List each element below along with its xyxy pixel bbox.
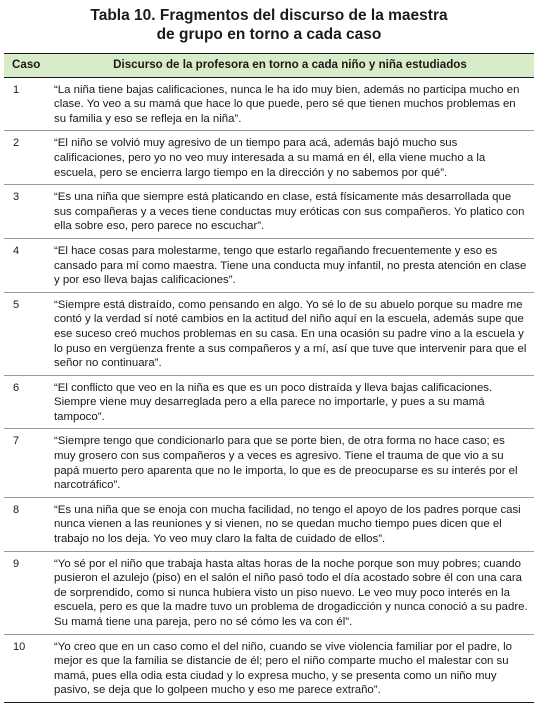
table-header <box>4 54 534 78</box>
table-row <box>4 429 534 497</box>
case-number: 2 <box>4 131 46 185</box>
discourse-text: “Siempre tengo que condicionarlo para que se porte bien, de otra forma no hace caso; es muy grosero con sus compañeros y a veces es agresivo. Tiene el trauma de que vio a su papá muerto pero aparenta que no le importa, lo que es de preocuparse es su interés por el narcotráfico”. <box>46 429 534 497</box>
discourse-text: “Yo sé por el niño que trabaja hasta altas horas de la noche porque son muy pobres; cuando pusieron el azulejo (piso) en el salón el niño pasó todo el día acostado sobre él con una cara de sorprendido, como si nunca hubiera visto un piso nuevo. Le veo muy poco interés en la escuela, pero es que la madre tuvo un problema de drogadicción y nunca conoció a su padre. Su mamá tiene una pareja, pero no sé cómo les va con él”. <box>46 551 534 634</box>
case-number: 9 <box>4 551 46 634</box>
table-row <box>4 551 534 634</box>
table-row <box>4 238 534 292</box>
header-discourse: Discurso de la profesora en torno a cada niño y niña estudiados <box>46 54 534 78</box>
discourse-text: “Es una niña que siempre está platicando en clase, está físicamente más desarrollada que sus compañeras y a veces tiene conductas muy eróticas con sus compañeros. Yo platico con ella sobre eso, pero parece no escuchar”. <box>46 185 534 239</box>
table-row <box>4 131 534 185</box>
discourse-text: “La niña tiene bajas calificaciones, nunca le ha ido muy bien, además no participa mucho en clase. Yo veo a su mamá que hace lo que puede, pero sé que tienen muchos problemas en su familia y eso se refleja en la niña”. <box>46 77 534 131</box>
table-row <box>4 634 534 702</box>
case-number: 3 <box>4 185 46 239</box>
table-row <box>4 292 534 375</box>
discourse-text: “El conflicto que veo en la niña es que es un poco distraída y lleva bajas calificaciones. Siempre viene muy desarreglada pero a ella parece no importarle, y pues a su mamá tampoco”. <box>46 375 534 429</box>
case-number: 1 <box>4 77 46 131</box>
case-number: 7 <box>4 429 46 497</box>
case-number: 5 <box>4 292 46 375</box>
table-row <box>4 185 534 239</box>
table-row <box>4 77 534 131</box>
table-title-line-2: de grupo en torno a cada caso <box>156 26 382 43</box>
discourse-text: “Es una niña que se enoja con mucha facilidad, no tengo el apoyo de los padres porque casi nunca vienen a las reuniones y si vienen, no se quedan mucho tiempo pues dicen que el trabajo no los deja. Yo veo muy claro la falta de cuidado de ellos”. <box>46 497 534 551</box>
case-number: 10 <box>4 634 46 702</box>
header-case: Caso <box>4 54 46 78</box>
table-body <box>4 77 534 702</box>
table-title-line-1: Tabla 10. Fragmentos del discurso de la maestra <box>90 7 448 24</box>
case-number: 8 <box>4 497 46 551</box>
table-row <box>4 497 534 551</box>
discourse-table <box>4 53 534 703</box>
discourse-text: “Siempre está distraído, como pensando en algo. Yo sé lo de su abuelo porque su madre me contó y la verdad sí noté cambios en la actitud del niño aquí en la escuela, además supe que ese suceso creó muchos problemas en su casa. En una ocasión su padre vino a la escuela y lo puso en vergüenza frente a sus compañeros y a mí, así que tuve que intervenir para que el señor no continuara”. <box>46 292 534 375</box>
case-number: 4 <box>4 238 46 292</box>
discourse-text: “El hace cosas para molestarme, tengo que estarlo regañando frecuentemente y eso es cansado para mí como maestra. Tiene una conducta muy infantil, no presta atención en clase y por eso lleva bajas calificaciones”. <box>46 238 534 292</box>
discourse-text: “Yo creo que en un caso como el del niño, cuando se vive violencia familiar por el padre, lo mejor es que la familia se distancie de él; pero el niño comparte mucho el malestar con su mamá, pues ella odia esta ciudad y lo expresa mucho, y se presenta como un niño muy pasivo, se deja que lo golpeen mucho y eso me parece extraño”. <box>46 634 534 702</box>
case-number: 6 <box>4 375 46 429</box>
header-row <box>4 54 534 78</box>
table-row <box>4 375 534 429</box>
table-title <box>4 6 534 44</box>
discourse-text: “El niño se volvió muy agresivo de un tiempo para acá, además bajó mucho sus calificaciones, pero yo no veo muy interesada a su mamá en él, ella viene mucho a la escuela, pero se encierra largo tiempo en la dirección y no sabemos por qué”. <box>46 131 534 185</box>
